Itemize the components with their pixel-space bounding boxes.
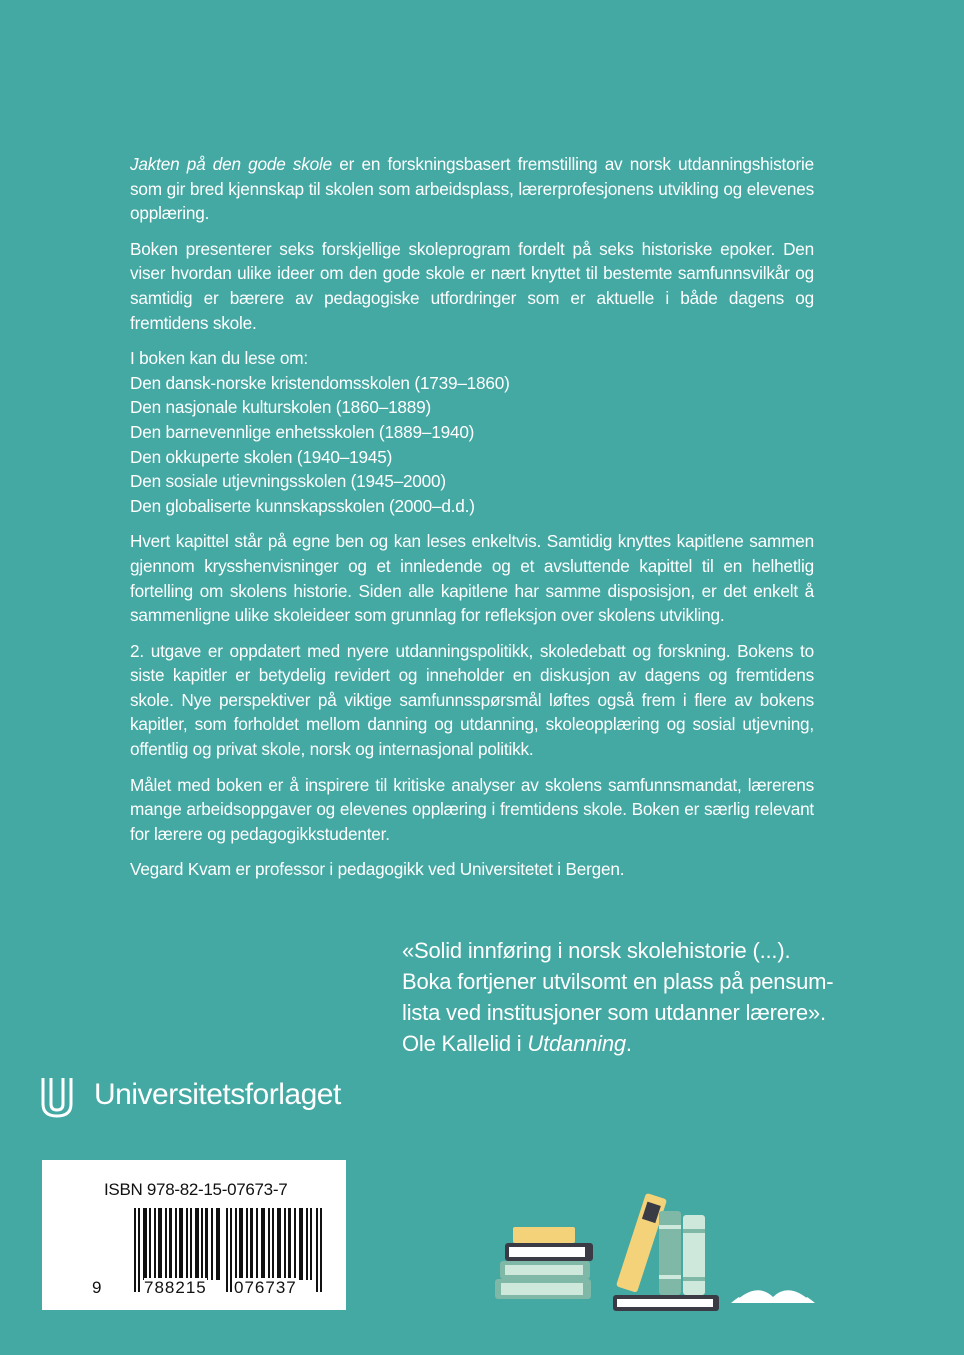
book-title: Jakten på den gode skole (130, 154, 332, 174)
barcode-digits-right: 076737 (234, 1278, 297, 1297)
school-list (130, 346, 814, 518)
intro-text: er en forskningsbasert fremstilling av norsk utdanningshistorie som gir bred kjennskap til skolen som arbeidsplass, lærerprofesjonens utvikling og elevenes opplæring. (130, 154, 814, 224)
list-item: Den nasjonale kulturskolen (1860–1889) (130, 397, 432, 418)
paragraph-aim: Målet med boken er å inspirere til kritiske analyser av skolens samfunnsmandat, lærerens mange arbeidsoppgaver og elevenes opplæring i fremtidens skole. Boken er særlig relevant for lærere og pedagogikkstudenter. (130, 774, 814, 844)
publisher-u-icon (40, 1076, 74, 1120)
author-note: Vegard Kvam er professor i pedagogikk ved Universitetet i Bergen. (130, 859, 625, 880)
list-item: Den okkuperte skolen (1940–1945) (130, 446, 393, 467)
book-shelf-middle (613, 1193, 719, 1311)
paragraph-chapters: Hvert kapittel står på egne ben og kan leses enkeltvis. Samtidig knyttes kapitlene sammen gjennom krysshenvisninger og et innledende og et avsluttende kapittel til en helhetlig fortelling om skolens historie. Siden alle kapitlene har samme disposisjon, er det enkelt å sammenligne ulike skoleideer som grunnlag for refleksjon over skolens utvikling. (130, 531, 814, 626)
isbn-barcode-box (42, 1160, 346, 1310)
review-quote (402, 935, 834, 1059)
quote-source-name: Ole Kallelid i (402, 1031, 528, 1056)
barcode-digits-left: 788215 (144, 1278, 207, 1297)
list-item: Den sosiale utjevningsskolen (1945–2000) (130, 471, 446, 492)
quote-source-end: . (625, 1031, 632, 1056)
quote-source-publication: Utdanning (527, 1031, 626, 1056)
paragraph-epochs: Boken presenterer seks forskjellige skoleprogram fordelt på seks historiske epoker. Den viser hvordan ulike ideer om den gode skole er nært knyttet til bestemte samfunnsvilkår og samtidig er bærere av pedagogiske utfordringer som er aktuelle i både dagens og fremtidens skole. (130, 238, 814, 333)
publisher-name: Universitetsforlaget (94, 1078, 341, 1111)
barcode-digit-first: 9 (92, 1278, 103, 1297)
list-heading: I boken kan du lese om: (130, 348, 308, 369)
list-item: Den globaliserte kunnskapsskolen (2000–d.d.) (130, 495, 475, 516)
quote-source (402, 1028, 822, 1059)
open-book-icon (731, 1285, 815, 1303)
quote-line: lista ved institusjoner som utdanner lærere». (402, 1000, 826, 1025)
book-stack-left (495, 1227, 593, 1299)
quote-line: Boka fortjener utvilsomt en plass på pensum- (402, 969, 834, 994)
quote-line: «Solid innføring i norsk skolehistorie (...). (402, 938, 791, 963)
list-item: Den dansk-norske kristendomsskolen (1739–1860) (130, 372, 510, 393)
intro-paragraph (130, 152, 814, 226)
back-cover-text (130, 152, 814, 893)
paragraph-edition: 2. utgave er oppdatert med nyere utdanningspolitikk, skoledebatt og forskning. Bokens to siste kapitler er betydelig revidert og inneholder en diskusjon av dagens og fremtidens skole. Nye perspektiver på viktige samfunnsspørsmål løftes også frem i flere av bokens kapitler, som forholdet mellom danning og utdanning, skoleopplæring og sosial utjevning, offentlig og privat skole, norsk og internasjonal politikk. (130, 640, 814, 760)
books-illustration (495, 1185, 817, 1315)
list-item: Den barnevennlige enhetsskolen (1889–1940) (130, 421, 475, 442)
publisher-logo (40, 1076, 370, 1120)
isbn-label: ISBN 978-82-15-07673-7 (104, 1180, 288, 1199)
